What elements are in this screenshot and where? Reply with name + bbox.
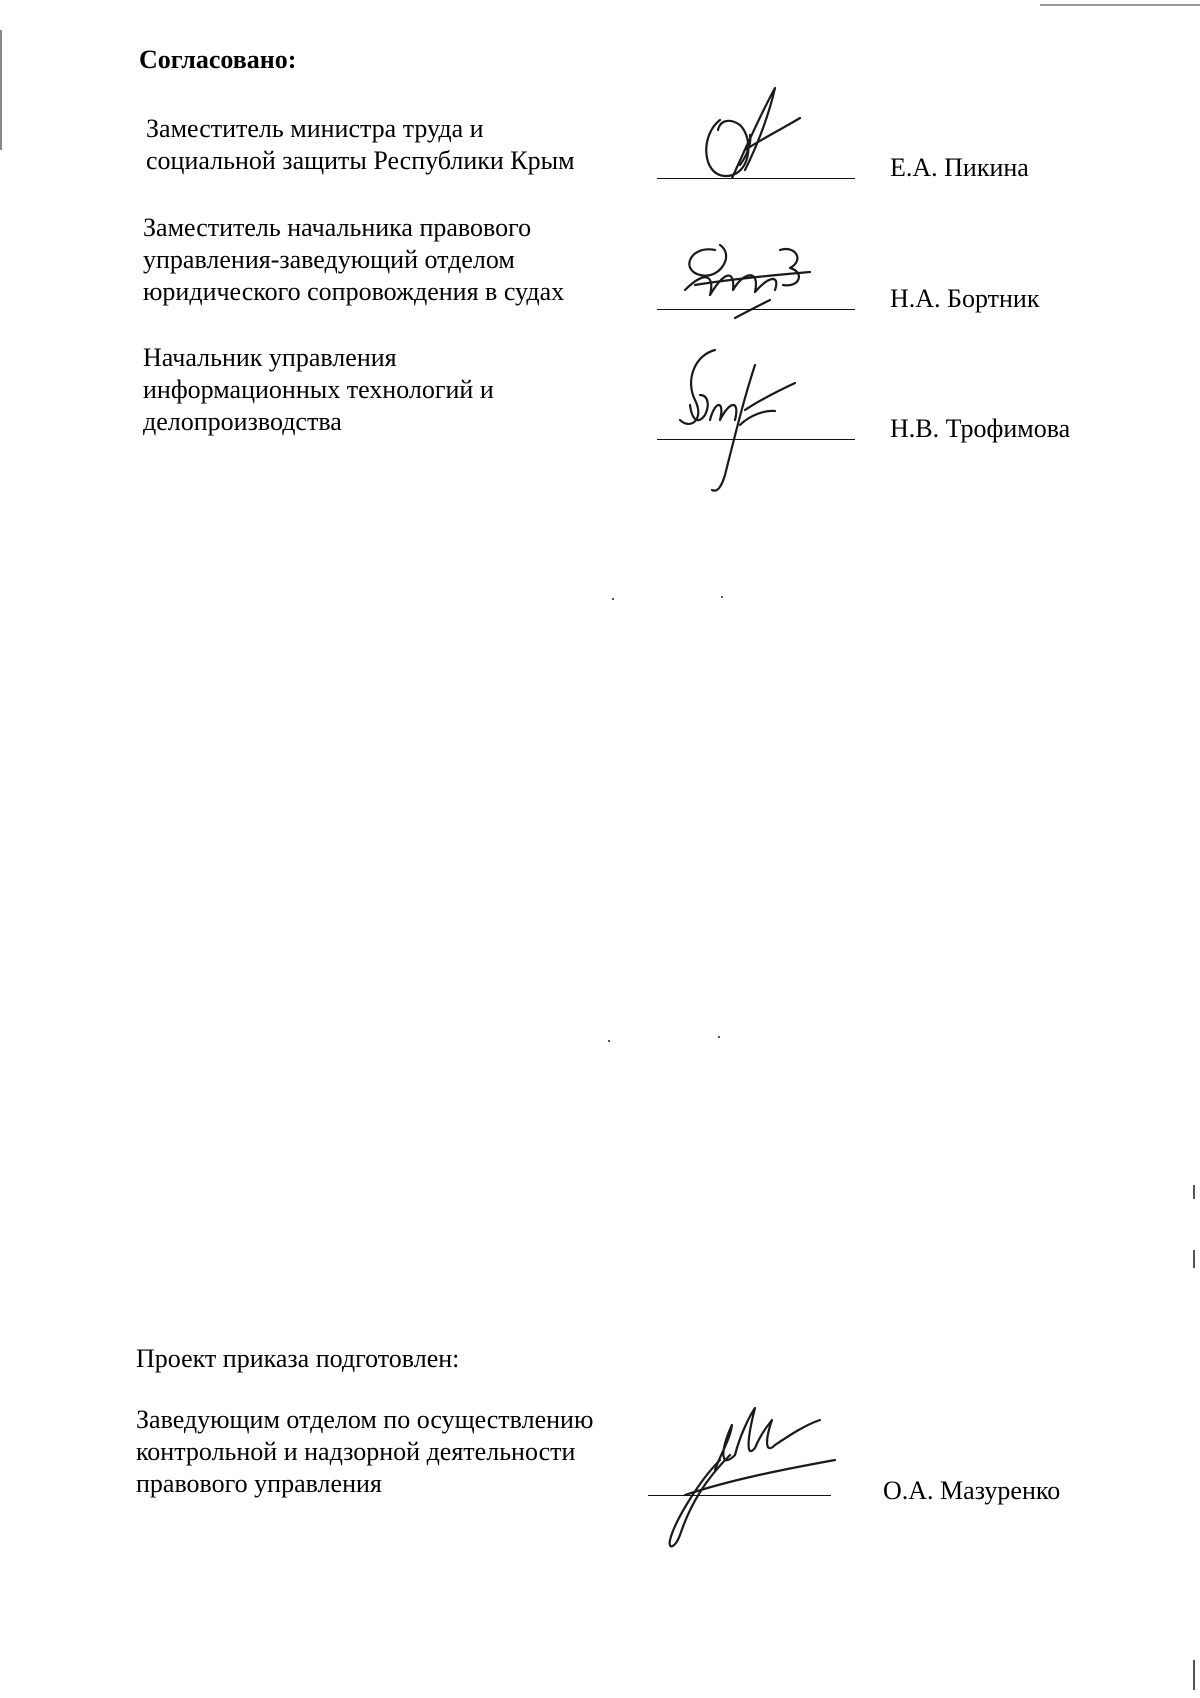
- scan-dot: [721, 596, 723, 598]
- scan-edge-mark: [1040, 4, 1200, 6]
- scan-edge-mark: [1193, 1250, 1195, 1268]
- signature-bortnik: [675, 230, 825, 330]
- position-line: Заместитель начальника правового: [143, 213, 532, 242]
- position-line: Заведующим отделом по осуществлению: [136, 1405, 594, 1434]
- preparer-name: О.А. Мазуренко: [883, 1476, 1061, 1505]
- signature-line-4: [648, 1495, 831, 1496]
- position-line: юридического сопровождения в судах: [143, 277, 565, 306]
- scan-dot: [612, 598, 614, 600]
- signatory-name-3: Н.В. Трофимова: [890, 414, 1071, 443]
- signatory-position-1: [146, 113, 575, 177]
- position-line: управления-заведующий отделом: [143, 245, 515, 274]
- signatory-position-3: [143, 342, 494, 438]
- signatory-position-2: [143, 212, 564, 308]
- signature-trofimova: [670, 345, 810, 495]
- signature-pikina: [690, 80, 810, 190]
- scan-edge-mark: [1193, 1660, 1195, 1690]
- position-line: социальной защиты Республики Крым: [146, 146, 575, 175]
- approval-heading: Согласовано:: [139, 45, 297, 74]
- position-line: делопроизводства: [143, 407, 342, 436]
- preparer-position: [136, 1404, 593, 1500]
- prepared-heading: Проект приказа подготовлен:: [136, 1344, 460, 1373]
- signatory-name-1: Е.А. Пикина: [890, 153, 1029, 182]
- scan-edge-mark: [1193, 1185, 1195, 1199]
- signatory-name-2: Н.А. Бортник: [890, 284, 1040, 313]
- position-line: правового управления: [136, 1469, 382, 1498]
- signature-line-3: [657, 439, 855, 440]
- scan-edge-mark: [0, 30, 2, 150]
- scan-dot: [608, 1040, 610, 1042]
- scan-dot: [718, 1036, 720, 1038]
- signature-mazurenko: [660, 1400, 840, 1550]
- signature-line-1: [657, 178, 855, 179]
- signature-line-2: [657, 309, 855, 310]
- position-line: Начальник управления: [143, 343, 397, 372]
- position-line: информационных технологий и: [143, 375, 494, 404]
- position-line: Заместитель министра труда и: [146, 114, 484, 143]
- position-line: контрольной и надзорной деятельности: [136, 1437, 576, 1466]
